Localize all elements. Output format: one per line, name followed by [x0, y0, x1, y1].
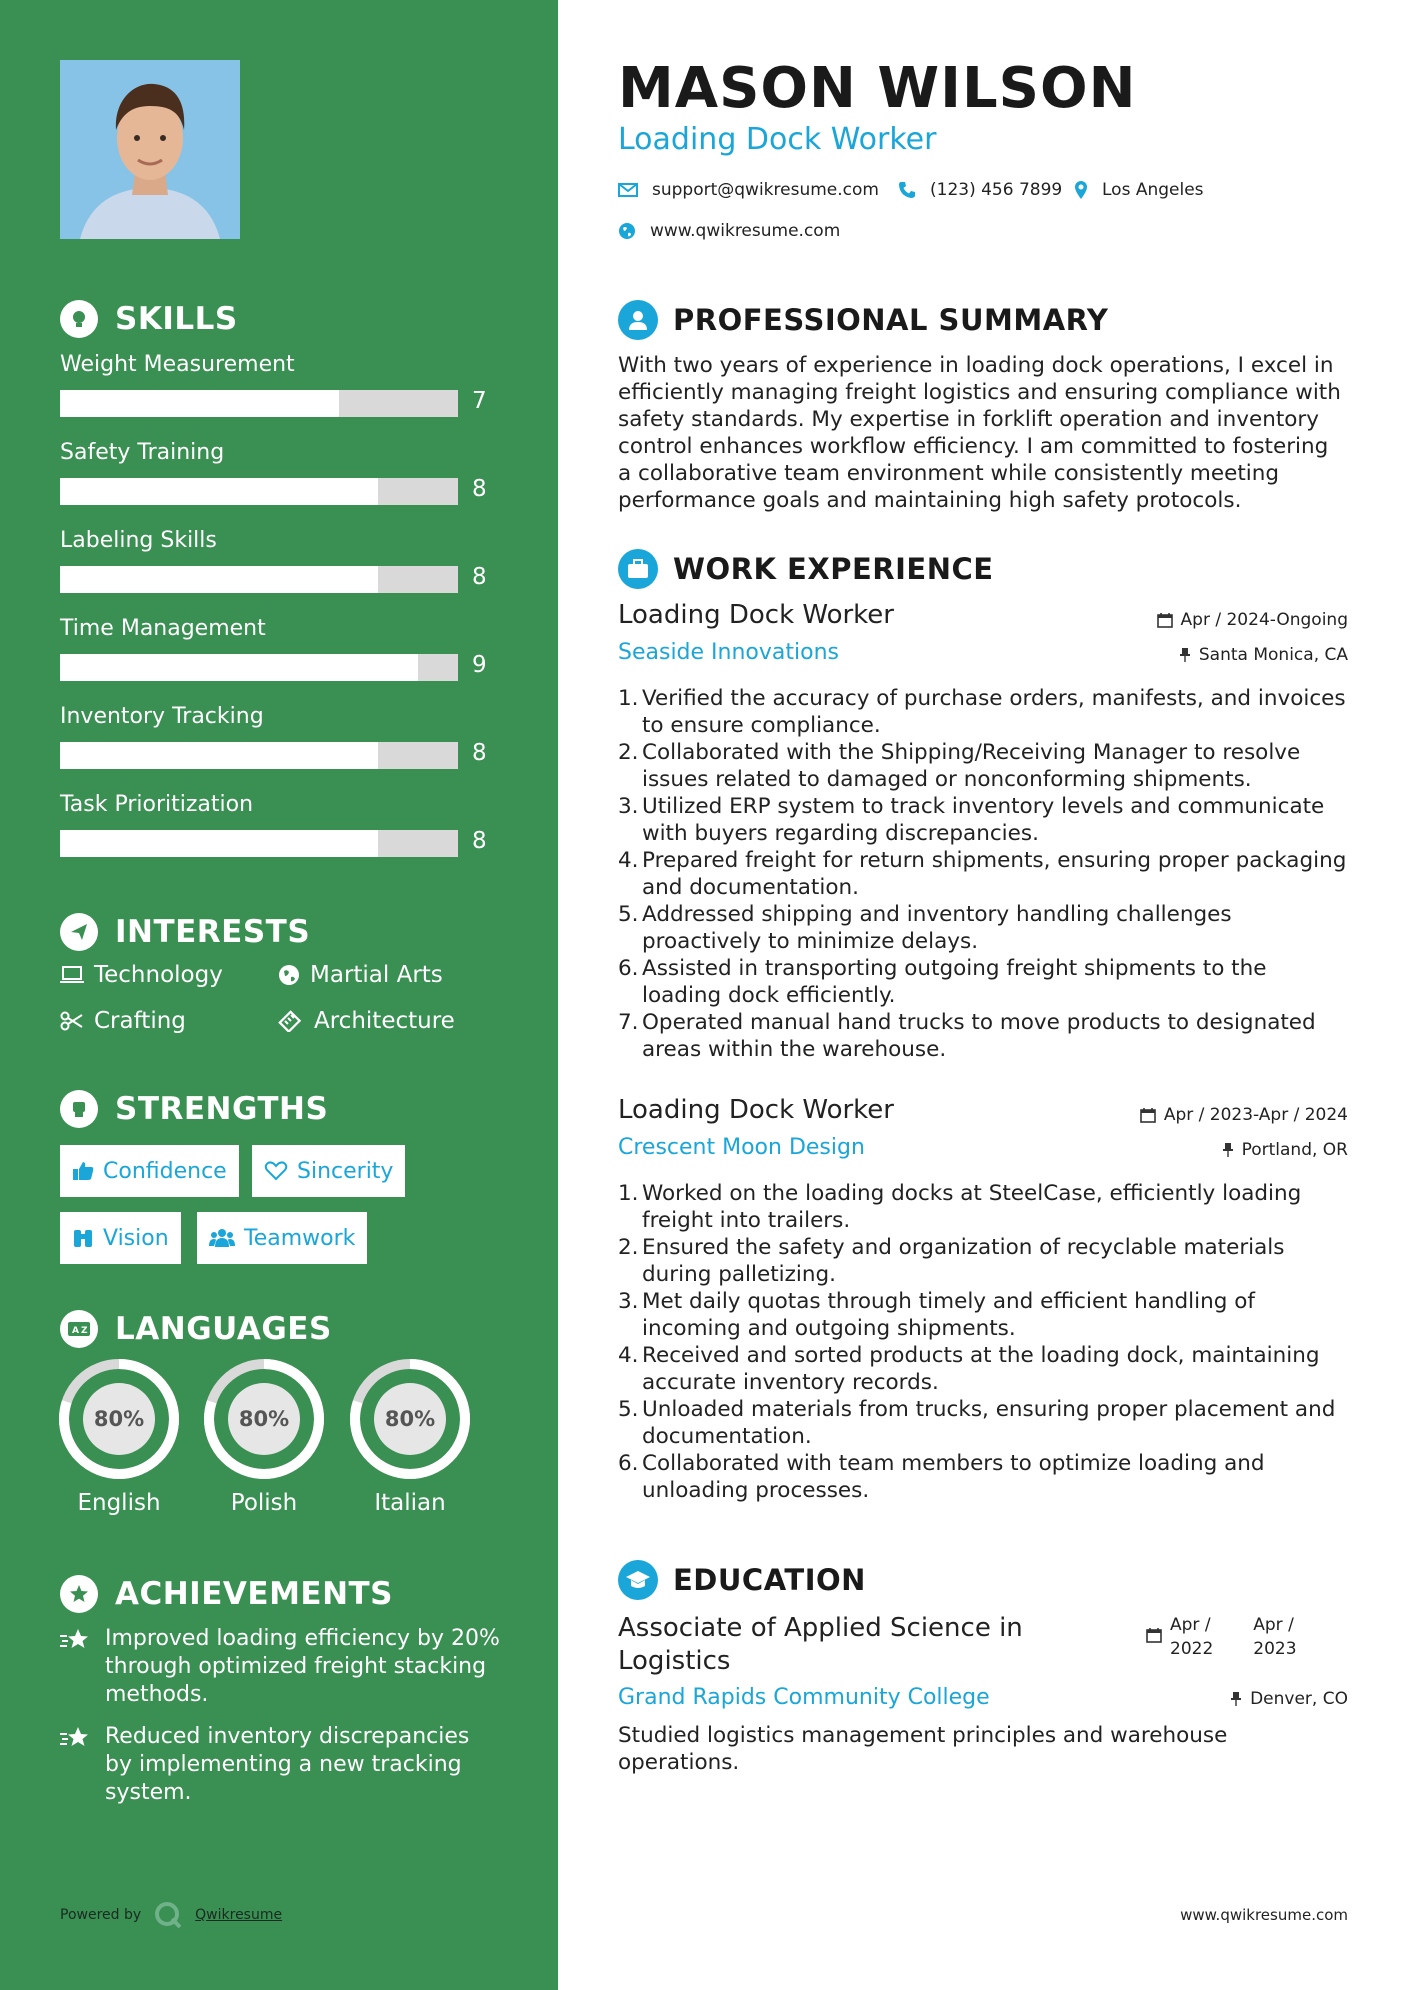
footer-url[interactable]: www.qwikresume.com — [1180, 1906, 1348, 1924]
skill-bar — [60, 742, 458, 769]
achievements-heading: ACHIEVEMENTS — [60, 1575, 393, 1613]
job-bullets — [618, 1180, 1348, 1504]
scissors-icon — [60, 1011, 84, 1031]
language-icon — [60, 1310, 98, 1348]
skill-name: Labeling Skills — [60, 528, 217, 553]
language-name: Polish — [230, 1490, 298, 1516]
list-item: 1. Worked on the loading docks at SteelCase, efficiently loading freight into trailers. — [618, 1181, 1302, 1233]
list-item: 6. Assisted in transporting outgoing freight shipments to the loading dock efficiently. — [618, 956, 1267, 1008]
skill-item — [60, 704, 500, 766]
language-ring — [58, 1358, 180, 1480]
pin-icon — [1222, 1142, 1234, 1158]
language-percent: 80% — [238, 1407, 290, 1431]
map-pin-icon — [1074, 180, 1088, 200]
language-item — [349, 1358, 471, 1516]
degree-title: Associate of Applied Science in Logistics — [618, 1613, 1023, 1676]
job-company: Seaside Innovations — [618, 640, 839, 665]
candidate-title: Loading Dock Worker — [618, 122, 937, 157]
languages-heading: A Z LANGUAGES — [60, 1310, 332, 1348]
skill-name: Inventory Tracking — [60, 704, 264, 729]
strength-badge: Vision — [60, 1212, 181, 1264]
skill-item — [60, 616, 500, 678]
skill-name: Weight Measurement — [60, 352, 295, 377]
list-item: 6. Collaborated with team members to optimize loading and unloading processes. — [618, 1451, 1265, 1503]
skill-value: 8 — [472, 828, 487, 854]
skill-value: 8 — [472, 740, 487, 766]
binoculars-icon — [72, 1228, 94, 1248]
list-item: 4. Prepared freight for return shipments, ensuring proper packaging and documentation. — [618, 848, 1347, 900]
contact-email[interactable]: support@qwikresume.com — [618, 180, 879, 200]
ruler-icon — [278, 1010, 304, 1032]
education-heading: EDUCATION — [618, 1560, 866, 1600]
user-icon — [618, 300, 658, 340]
contact-phone[interactable]: (123) 456 7899 — [898, 180, 1062, 200]
qwikresume-link[interactable]: Qwikresume — [195, 1907, 283, 1923]
star-icon — [60, 1625, 105, 1709]
skill-item — [60, 440, 500, 502]
calendar-icon — [1140, 1107, 1156, 1123]
job-bullets — [618, 685, 1348, 1063]
strength-badge: Sincerity — [252, 1145, 405, 1197]
fist-icon — [60, 1090, 98, 1128]
education-start: Apr / 2022 — [1170, 1615, 1214, 1659]
achievement-text: Reduced inventory discrepancies by implementing a new tracking system. — [105, 1724, 470, 1805]
skill-item — [60, 352, 500, 414]
job-title: Loading Dock Worker — [618, 600, 894, 630]
star-badge-icon — [60, 1575, 98, 1613]
education-end: Apr / 2023 — [1253, 1615, 1297, 1659]
experience-heading: WORK EXPERIENCE — [618, 549, 994, 589]
language-ring — [349, 1358, 471, 1480]
list-item: 4. Received and sorted products at the loading dock, maintaining accurate inventory records. — [618, 1343, 1320, 1395]
laptop-icon — [60, 965, 84, 985]
skill-name: Task Prioritization — [60, 792, 254, 817]
sidebar — [0, 0, 558, 1990]
job-date: Apr / 2023-Apr / 2024 — [1140, 1105, 1348, 1125]
phone-icon — [898, 181, 916, 199]
skill-value: 9 — [472, 652, 487, 678]
education-location: Denver, CO — [1230, 1689, 1348, 1709]
star-icon — [60, 1723, 105, 1807]
list-item: 2. Collaborated with the Shipping/Receiving Manager to resolve issues related to damaged or nonconforming shipments. — [618, 740, 1301, 792]
profile-photo — [60, 60, 240, 239]
job-title: Loading Dock Worker — [618, 1095, 894, 1125]
globe-icon — [618, 222, 636, 240]
paper-plane-icon — [60, 913, 98, 951]
skill-name: Time Management — [60, 616, 266, 641]
list-item: 3. Utilized ERP system to track inventory levels and communicate with buyers regarding discrepancies. — [618, 794, 1325, 846]
list-item: 1. Verified the accuracy of purchase orders, manifests, and invoices to ensure compliance. — [618, 686, 1346, 738]
summary-heading: PROFESSIONAL SUMMARY — [618, 300, 1108, 340]
achievement-text: Improved loading efficiency by 20% through optimized freight stacking methods. — [105, 1626, 500, 1707]
skill-value: 7 — [472, 388, 487, 414]
job-date: Apr / 2024-Ongoing — [1157, 610, 1348, 630]
envelope-icon — [618, 183, 638, 197]
skill-bar — [60, 566, 458, 593]
skill-item — [60, 792, 500, 854]
job-location: Portland, OR — [1222, 1140, 1348, 1160]
list-item: 5. Unloaded materials from trucks, ensuring proper placement and documentation. — [618, 1397, 1336, 1449]
strength-badge: Teamwork — [197, 1212, 367, 1264]
interest-item: Architecture — [278, 1008, 455, 1034]
language-percent: 80% — [384, 1407, 436, 1431]
skill-item — [60, 528, 500, 590]
language-item — [203, 1358, 325, 1516]
globe-icon — [278, 964, 300, 986]
job-location: Santa Monica, CA — [1179, 645, 1348, 665]
contact-location: Los Angeles — [1074, 180, 1204, 200]
achievement-item — [60, 1625, 500, 1709]
pin-icon — [1179, 647, 1191, 663]
contact-website[interactable]: www.qwikresume.com — [618, 221, 840, 241]
language-name: Italian — [374, 1490, 446, 1516]
skill-bar — [60, 390, 458, 417]
heart-icon — [264, 1161, 288, 1181]
list-item: 2. Ensured the safety and organization of recyclable materials during palletizing. — [618, 1235, 1285, 1287]
language-item — [58, 1358, 180, 1516]
candidate-name: MASON WILSON — [618, 56, 1137, 121]
achievement-item — [60, 1723, 500, 1807]
strengths-heading: STRENGTHS — [60, 1090, 328, 1128]
skill-name: Safety Training — [60, 440, 225, 465]
skills-heading: SKILLS — [60, 300, 238, 338]
calendar-icon — [1146, 1627, 1162, 1643]
list-item: 3. Met daily quotas through timely and efficient handling of incoming and outgoing shipments. — [618, 1289, 1255, 1341]
education-dates — [1146, 1613, 1297, 1661]
briefcase-icon — [618, 549, 658, 589]
interest-item: Technology — [60, 962, 223, 988]
interest-item: Crafting — [60, 1008, 186, 1034]
users-icon — [209, 1228, 235, 1248]
svg-text:A: A — [72, 1326, 80, 1336]
svg-text:Z: Z — [81, 1326, 89, 1336]
skill-value: 8 — [472, 476, 487, 502]
skill-bar — [60, 478, 458, 505]
interest-item: Martial Arts — [278, 962, 443, 988]
powered-by: Powered by Qwikresume — [60, 1900, 282, 1930]
strength-badge: Confidence — [60, 1145, 239, 1197]
job-company: Crescent Moon Design — [618, 1135, 865, 1160]
skill-bar — [60, 654, 458, 681]
lightbulb-icon — [60, 300, 98, 338]
summary-text: With two years of experience in loading dock operations, I excel in efficiently managing freight logistics and ensuring compliance with safety standards. My expertise in forklift operation and inventory control enhances workflow efficiency. I am committed to fostering a collaborative team environment while consistently meeting performance goals and maintaining high safety protocols. — [618, 353, 1341, 513]
list-item: 5. Addressed shipping and inventory handling challenges proactively to minimize delays. — [618, 902, 1232, 954]
language-name: English — [77, 1490, 161, 1516]
graduation-cap-icon — [618, 1560, 658, 1600]
qwikresume-logo-icon — [153, 1900, 183, 1930]
pin-icon — [1230, 1691, 1242, 1707]
language-percent: 80% — [93, 1407, 145, 1431]
thumbs-up-icon — [72, 1161, 94, 1181]
interests-heading: INTERESTS — [60, 913, 310, 951]
education-description: Studied logistics management principles and warehouse operations. — [618, 1723, 1228, 1775]
skill-value: 8 — [472, 564, 487, 590]
education-school: Grand Rapids Community College — [618, 1685, 990, 1710]
language-ring — [203, 1358, 325, 1480]
calendar-icon — [1157, 612, 1173, 628]
skill-bar — [60, 830, 458, 857]
list-item: 7. Operated manual hand trucks to move products to designated areas within the warehouse. — [618, 1010, 1316, 1062]
